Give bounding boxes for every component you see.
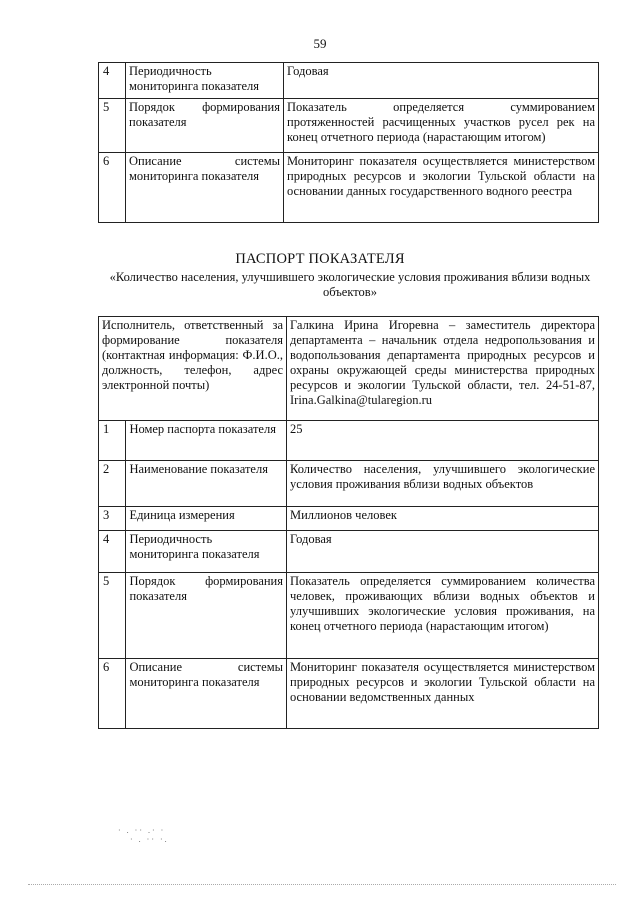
row-label: Единица измерения xyxy=(126,507,287,531)
row-number: 2 xyxy=(99,461,126,507)
row-label: Описание системы мониторинга показателя xyxy=(126,153,284,223)
table-row xyxy=(99,63,599,99)
row-value: Годовая xyxy=(287,531,599,573)
executor-value: Галкина Ирина Игоревна – заместитель директора департамента – начальник отдела недропользования и водопользования департамента природных ресурсов и охраны окружающей среды министерства природных ресурсов и экологии Тульской области, тел. 24-51-87, Irina.Galkina@tularegion.ru xyxy=(287,317,599,421)
row-value: Мониторинг показателя осуществляется министерством природных ресурсов и экологии Тульской области на основании ведомственных данных xyxy=(287,659,599,729)
table-row xyxy=(99,461,599,507)
row-value: Годовая xyxy=(284,63,599,99)
row-number: 4 xyxy=(99,531,126,573)
row-number: 6 xyxy=(99,153,126,223)
row-value: Показатель определяется суммированием протяженностей расчищенных участков русел рек на конец отчетного периода (нарастающим итогом) xyxy=(284,99,599,153)
row-label: Номер паспорта показателя xyxy=(126,421,287,461)
row-number: 1 xyxy=(99,421,126,461)
row-label: Порядок формирования показателя xyxy=(126,573,287,659)
table-row xyxy=(99,573,599,659)
row-label: Периодичность мониторинга показателя xyxy=(126,63,284,99)
row-number: 4 xyxy=(99,63,126,99)
row-label: Периодичность мониторинга показателя xyxy=(126,531,287,573)
row-number: 5 xyxy=(99,573,126,659)
row-label: Описание системы мониторинга показателя xyxy=(126,659,287,729)
indicator-passport-table xyxy=(98,316,599,729)
executor-label: Исполнитель, ответственный за формирование показателя (контактная информация: Ф.И.О., должность, телефон, адрес электронной почты) xyxy=(99,317,287,421)
scan-edge-line xyxy=(28,884,616,885)
row-number: 6 xyxy=(99,659,126,729)
row-value: Количество населения, улучшившего экологические условия проживания вблизи водных объектов xyxy=(287,461,599,507)
row-number: 3 xyxy=(99,507,126,531)
table-row xyxy=(99,507,599,531)
scan-artifact: · . ·· .· · · . ·· ·. xyxy=(118,826,169,844)
table-row xyxy=(99,531,599,573)
passport-title: ПАСПОРТ ПОКАЗАТЕЛЯ xyxy=(235,251,405,267)
row-label: Наименование показателя xyxy=(126,461,287,507)
row-number: 5 xyxy=(99,99,126,153)
passport-subtitle: «Количество населения, улучшившего экологические условия проживания вблизи водных объектов» xyxy=(109,270,591,299)
row-value: 25 xyxy=(287,421,599,461)
row-value: Мониторинг показателя осуществляется министерством природных ресурсов и экологии Тульской области на основании данных государственного водного реестра xyxy=(284,153,599,223)
table-row xyxy=(99,421,599,461)
row-label: Порядок формирования показателя xyxy=(126,99,284,153)
row-value: Миллионов человек xyxy=(287,507,599,531)
table-row xyxy=(99,659,599,729)
indicator-table-continued xyxy=(98,62,599,223)
table-row xyxy=(99,99,599,153)
row-value: Показатель определяется суммированием количества человек, проживающих вблизи водных объектов и улучшивших экологические условия проживания, на конец отчетного периода (нарастающим итогом) xyxy=(287,573,599,659)
page-number: 59 xyxy=(313,36,327,51)
table-row xyxy=(99,153,599,223)
executor-row xyxy=(99,317,599,421)
